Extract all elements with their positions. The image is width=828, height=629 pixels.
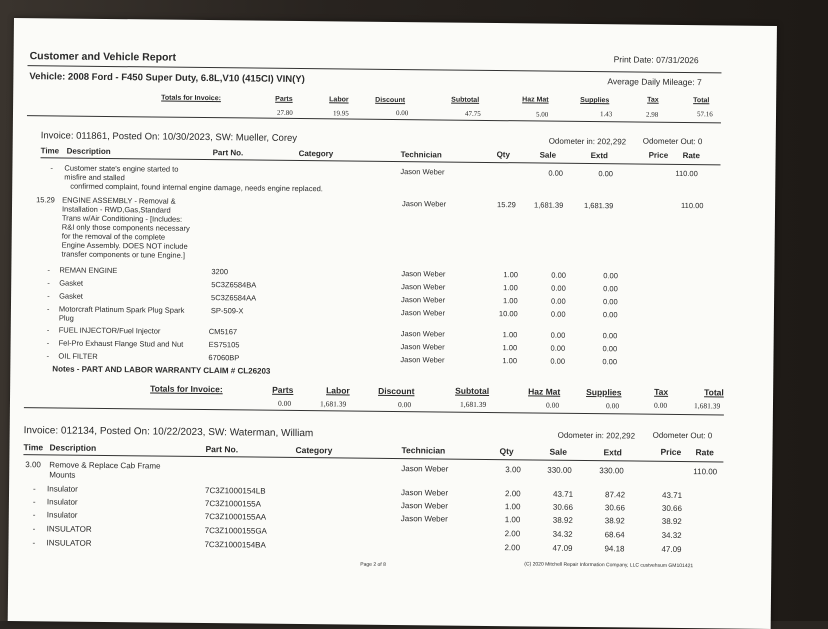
technician: Jason Weber	[400, 342, 445, 352]
part-desc: INSULATOR	[46, 524, 92, 534]
total-discount: 0.00	[395, 109, 409, 118]
extd: 0.00	[602, 331, 618, 341]
sale: 330.00	[547, 465, 572, 475]
part-desc: INSULATOR	[46, 538, 92, 548]
total-labor: 19.95	[332, 109, 349, 118]
extd: 330.00	[599, 466, 624, 476]
col-technician: Technician	[401, 445, 446, 456]
col-tax: Tax	[647, 96, 659, 104]
bullet: -	[50, 163, 53, 173]
total-discount: 0.00	[397, 400, 412, 410]
col-category: Category	[295, 444, 333, 456]
technician: Jason Weber	[400, 308, 446, 318]
col-qty: Qty	[496, 150, 510, 160]
sale: 0.00	[551, 296, 566, 306]
extd: 0.00	[602, 310, 618, 320]
extd: 0.00	[603, 271, 618, 281]
extd: 94.18	[604, 544, 625, 554]
labor-desc: Trans w/Air Conditioning - [Includes:	[61, 213, 183, 224]
qty: 1.00	[504, 502, 521, 512]
total-subtotal: 47.75	[464, 109, 481, 118]
sale: 0.00	[551, 270, 566, 280]
extd: 30.66	[604, 503, 625, 513]
technician: Jason Weber	[400, 514, 448, 524]
col-rate: Rate	[682, 151, 700, 161]
labor-desc: ENGINE ASSEMBLY - Removal &	[62, 195, 176, 206]
total-subtotal: 1,681.39	[459, 399, 487, 409]
part-no: CM5167	[208, 327, 238, 337]
bullet: -	[32, 510, 36, 520]
col-rate: Rate	[695, 447, 714, 458]
invoice-1-notes: Notes - PART AND LABOR WARRANTY CLAIM # CL26203	[52, 364, 271, 376]
invoice-2-odo-out: Odometer Out: 0	[652, 430, 713, 441]
technician: Jason Weber	[401, 488, 449, 498]
sale: 30.66	[552, 502, 573, 512]
bullet: -	[32, 538, 36, 548]
technician: Jason Weber	[400, 355, 445, 365]
vehicle-line: Vehicle: 2008 Ford - F450 Super Duty, 6.8L,V10 (415CI) VIN(Y)	[29, 71, 305, 86]
labor-desc: for the removal of the complete	[61, 231, 166, 242]
bullet: -	[47, 265, 50, 275]
qty: 2.00	[504, 529, 521, 539]
invoice-2-header: Invoice: 012134, Posted On: 10/22/2023, SW: Waterman, William	[23, 425, 314, 440]
col-discount: Discount	[378, 385, 415, 397]
extd: 0.00	[602, 357, 618, 367]
sale: 43.71	[552, 489, 574, 499]
invoice-1-odo-out: Odometer Out: 0	[642, 136, 703, 147]
col-hazmat: Haz Mat	[522, 96, 549, 104]
technician: Jason Weber	[401, 282, 446, 292]
page-number: Page 2 of 8	[360, 561, 386, 568]
col-supplies: Supplies	[580, 96, 610, 105]
labor-desc: R&I only those components necessary	[61, 222, 190, 233]
divider	[27, 115, 721, 123]
qty: 2.00	[504, 489, 521, 499]
col-description: Description	[49, 442, 97, 453]
col-sale: Sale	[539, 150, 557, 160]
col-labor: Labor	[329, 96, 349, 104]
technician: Jason Weber	[401, 295, 446, 305]
col-part-no: Part No.	[212, 148, 244, 158]
col-subtotal: Subtotal	[455, 385, 490, 396]
total-labor: 1,681.39	[319, 399, 347, 409]
average-mileage: Average Daily Mileage: 7	[607, 76, 702, 88]
complaint-line: misfire and stalled	[64, 172, 125, 183]
total-supplies: 1.43	[599, 110, 613, 119]
sale: 0.00	[550, 309, 566, 319]
technician: Jason Weber	[400, 329, 445, 339]
extd: 38.92	[604, 516, 625, 526]
technician: Jason Weber	[402, 199, 447, 209]
invoice-2-odo-in: Odometer in: 202,292	[557, 430, 636, 441]
part-no: 7C3Z1000155A	[204, 499, 262, 509]
sale: 38.92	[552, 515, 573, 525]
part-desc: REMAN ENGINE	[59, 265, 118, 276]
col-hazmat: Haz Mat	[528, 386, 561, 397]
sale: 0.00	[551, 283, 566, 293]
total-parts: 0.00	[277, 398, 292, 408]
part-no: ES75105	[208, 340, 240, 350]
qty: 1.00	[502, 330, 518, 340]
total-parts: 27.80	[276, 108, 293, 117]
qty: 2.00	[504, 543, 521, 553]
rate: 110.00	[681, 200, 704, 211]
col-tax: Tax	[654, 386, 669, 397]
col-time: Time	[23, 442, 44, 453]
qty: 15.29	[497, 200, 516, 210]
col-part-no: Part No.	[205, 444, 239, 455]
part-desc: OIL FILTER	[58, 351, 98, 361]
bullet: -	[47, 278, 50, 288]
technician: Jason Weber	[400, 501, 448, 511]
bullet: -	[47, 291, 50, 301]
total-tax: 2.98	[645, 110, 659, 119]
part-no: 5C3Z6584BA	[211, 280, 257, 290]
qty: 1.00	[504, 515, 521, 525]
part-no: 67060BP	[208, 353, 240, 363]
part-desc: Insulator	[46, 510, 78, 520]
labor-desc: Installation - RWD,Gas,Standard	[61, 204, 171, 215]
col-supplies: Supplies	[586, 387, 622, 398]
technician: Jason Weber	[401, 269, 446, 279]
total-tax: 0.00	[653, 400, 668, 410]
sale: 0.00	[548, 168, 564, 178]
col-discount: Discount	[375, 96, 406, 105]
rate: 110.00	[675, 168, 698, 179]
qty: 1.00	[503, 283, 518, 293]
price: 38.92	[661, 516, 682, 527]
labor-time: 3.00	[25, 460, 41, 470]
complaint-line: confirmed complaint, found internal engine damage, needs engine replaced.	[70, 181, 323, 194]
qty: 1.00	[502, 343, 518, 353]
labor-desc: Mounts	[49, 470, 76, 480]
sale: 0.00	[550, 356, 566, 366]
invoice-1-odo-in: Odometer in: 202,292	[548, 136, 627, 147]
qty: 1.00	[503, 296, 518, 306]
part-desc: Fel-Pro Exhaust Flange Stud and Nut	[58, 338, 184, 349]
sale: 0.00	[550, 330, 566, 340]
part-desc: Insulator	[47, 484, 78, 494]
extd: 0.00	[603, 297, 618, 307]
col-technician: Technician	[400, 150, 442, 160]
part-no: 7C3Z1000155GA	[204, 526, 267, 536]
qty: 1.00	[503, 270, 518, 280]
col-parts: Parts	[275, 95, 293, 103]
price: 43.71	[661, 490, 683, 501]
report-title: Customer and Vehicle Report	[29, 50, 177, 64]
col-category: Category	[298, 148, 334, 159]
bullet: -	[32, 524, 36, 534]
sale: 0.00	[550, 343, 566, 353]
price: 30.66	[661, 503, 682, 514]
bullet: -	[46, 351, 50, 361]
qty: 1.00	[502, 356, 518, 366]
total-total: 57.16	[696, 110, 713, 119]
part-no: 7C3Z1000155AA	[204, 512, 267, 522]
bullet: -	[33, 484, 36, 494]
bullet: -	[32, 497, 36, 507]
part-no: 5C3Z6584AA	[211, 293, 257, 303]
sale: 1,681.39	[534, 200, 564, 210]
rate: 110.00	[693, 467, 718, 477]
extd: 87.42	[604, 490, 626, 500]
extd: 68.64	[604, 530, 625, 540]
col-price: Price	[660, 446, 682, 458]
col-time: Time	[40, 146, 60, 156]
totals-label: Totals for Invoice:	[161, 94, 221, 103]
complaint-line: Customer state's engine started to	[64, 163, 179, 174]
price: 34.32	[661, 530, 682, 541]
col-extd: Extd	[590, 151, 608, 161]
totals-label: Totals for Invoice:	[150, 383, 223, 395]
part-desc: Insulator	[46, 497, 78, 507]
labor-time: 15.29	[36, 195, 55, 205]
part-desc: Gasket	[59, 278, 84, 288]
col-labor: Labor	[326, 385, 350, 396]
qty: 3.00	[505, 465, 521, 475]
part-desc-cont: Plug	[58, 313, 74, 323]
technician: Jason Weber	[401, 464, 449, 474]
col-description: Description	[66, 146, 111, 157]
print-date: Print Date: 07/31/2026	[613, 54, 699, 66]
invoice-1-header: Invoice: 011861, Posted On: 10/30/2023, SW: Mueller, Corey	[40, 130, 298, 144]
extd: 0.00	[598, 169, 614, 179]
part-desc: Motorcraft Platinum Spark Plug Spark	[58, 304, 185, 315]
col-subtotal: Subtotal	[451, 96, 480, 104]
labor-desc: Remove & Replace Cab Frame	[49, 460, 161, 471]
labor-desc: transfer components or tune Engine.]	[61, 249, 185, 260]
extd: 0.00	[602, 344, 618, 354]
col-parts: Parts	[272, 384, 294, 395]
labor-desc: Engine Assembly. DOES NOT include	[61, 240, 188, 251]
col-price: Price	[648, 150, 669, 160]
part-no: 3200	[211, 267, 229, 277]
col-total: Total	[693, 97, 710, 105]
total-hazmat: 0.00	[545, 400, 560, 410]
copyright: (C) 2020 Mitchell Repair Information Company, LLC custvehsum GM101421	[524, 561, 694, 570]
sale: 47.09	[552, 543, 573, 553]
extd: 1,681.39	[584, 200, 614, 211]
qty: 10.00	[498, 309, 518, 319]
sale: 34.32	[552, 529, 573, 539]
part-no: 7C3Z1000154BA	[204, 540, 266, 550]
col-sale: Sale	[549, 446, 568, 457]
part-desc: Gasket	[59, 291, 83, 301]
col-extd: Extd	[603, 447, 622, 458]
bullet: -	[46, 325, 50, 335]
total-total: 1,681.39	[693, 401, 721, 411]
bullet: -	[46, 304, 50, 314]
col-qty: Qty	[499, 446, 514, 457]
part-no: 7C3Z1000154LB	[205, 486, 266, 496]
report-page	[8, 18, 777, 629]
technician: Jason Weber	[400, 167, 445, 177]
total-supplies: 0.00	[605, 401, 620, 411]
part-no: SP-509-X	[210, 306, 244, 316]
extd: 0.00	[603, 284, 618, 294]
part-desc: FUEL INJECTOR/Fuel Injector	[58, 325, 161, 336]
price: 47.09	[661, 544, 682, 555]
bullet: -	[46, 338, 50, 348]
total-hazmat: 5.00	[535, 110, 549, 119]
col-total: Total	[704, 387, 724, 398]
